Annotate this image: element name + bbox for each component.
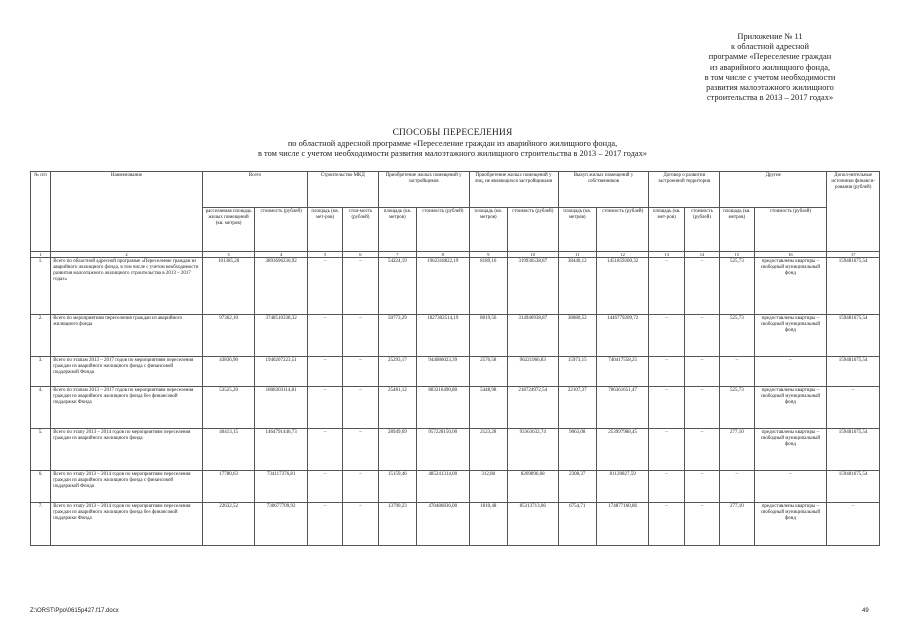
cell-total-area: 22632,52: [202, 503, 255, 546]
cell-other-purchase-cost: 93363632,74: [507, 429, 558, 471]
cell-mkd-area: –: [307, 471, 342, 503]
cell-dev-area: 50773,29: [378, 315, 416, 357]
cell-mkd-area: –: [307, 357, 342, 387]
row-num: 3.: [31, 357, 51, 387]
row-name: Всего по этапам 2013 – 2017 годов по мероприятиям переселения граждан из аварийного жилищного фонда с финансовой поддержкой Фонда: [51, 357, 203, 387]
cell-dev-cost: 470486836,00: [417, 503, 470, 546]
row-name: Всего по мероприятиям переселения граждан из аварийного жилищного фонда: [51, 315, 203, 357]
cell-mkd-area: –: [307, 429, 342, 471]
cell-dev-cost: 883216490,80: [417, 387, 470, 429]
cell-dev-cost: 1962318822,19: [417, 258, 470, 315]
cell-mkd-area: –: [307, 387, 342, 429]
cell-contract-area: –: [649, 357, 684, 387]
cell-contract-cost: –: [684, 429, 719, 471]
appendix-line: Приложение № 11: [737, 32, 803, 41]
cell-mkd-cost: –: [343, 315, 378, 357]
cell-total-cost: 3893696236,92: [255, 258, 308, 315]
column-number: 11: [558, 252, 596, 258]
header-mkd: Строительство МКД: [307, 172, 378, 208]
table-row: [31, 357, 880, 387]
cell-other-purchase-area: 5448,98: [469, 387, 507, 429]
cell-other-desc: –: [754, 471, 827, 503]
appendix-line: программе «Переселение граждан: [708, 52, 832, 62]
cell-other-area: 525,73: [720, 315, 754, 357]
cell-mkd-cost: –: [343, 387, 378, 429]
cell-dev-cost: 485241314,00: [417, 471, 470, 503]
cell-total-area: 101385,20: [202, 258, 255, 315]
cell-buyout-area: 2308,37: [558, 471, 596, 503]
footer-file-path: Z:\ORST\Ppo\0615p427.f17.docx: [30, 608, 119, 614]
cell-buyout-area: 15973,15: [558, 357, 596, 387]
cell-other-area: 525,73: [720, 258, 754, 315]
cell-other-desc: предоставлены квартиры – свободный муниципальный фонд: [754, 387, 827, 429]
subheader-area: площадь (кв. мет-ров): [307, 208, 342, 252]
cell-contract-area: –: [649, 258, 684, 315]
header-total: Всего: [202, 172, 307, 208]
header-extra-sources: Допол-нительные источники финанси-рования (рублей): [827, 172, 880, 252]
cell-other-purchase-cost: 85313713,06: [507, 503, 558, 546]
title-subtitle-line-2: в том числе с учетом необходимости развития малоэтажного жилищного строительства в 2013 – 2017 годах»: [258, 149, 647, 158]
column-number: 12: [596, 252, 649, 258]
row-name: Всего по этапам 2013 – 2017 годов по мероприятиям переселения граждан из аварийного жилищного фонда без финансовой поддержки Фонда: [51, 387, 203, 429]
table-row: [31, 387, 880, 429]
cell-total-area: 43836,90: [202, 357, 255, 387]
cell-other-desc: предоставлены квартиры – свободный муниципальный фонд: [754, 258, 827, 315]
cell-total-cost: 734117376,81: [255, 471, 308, 503]
cell-other-purchase-cost: 218724972,54: [507, 387, 558, 429]
table-row: [31, 315, 880, 357]
column-number: 10: [507, 252, 558, 258]
header-row-top: [31, 172, 880, 208]
cell-other-area: 525,73: [720, 387, 754, 429]
column-number: 1: [31, 252, 51, 258]
appendix-line: к областной адресной: [731, 42, 809, 52]
cell-other-purchase-cost: 314946938,87: [507, 315, 558, 357]
cell-other-area: 277,10: [720, 503, 754, 546]
cell-dev-cost: 957228150,00: [417, 429, 470, 471]
cell-other-purchase-cost: 319936538,87: [507, 258, 558, 315]
column-number: 6: [343, 252, 378, 258]
cell-mkd-cost: –: [343, 429, 378, 471]
cell-buyout-cost: 81120827,59: [596, 471, 649, 503]
cell-contract-area: –: [649, 315, 684, 357]
cell-contract-area: –: [649, 503, 684, 546]
cell-other-area: 277,10: [720, 429, 754, 471]
column-number: 14: [684, 252, 719, 258]
column-number: 3: [202, 252, 255, 258]
cell-total-cost: 1808303114,81: [255, 387, 308, 429]
cell-other-purchase-cost: 8269896,68: [507, 471, 558, 503]
cell-buyout-area: 38446,12: [558, 258, 596, 315]
cell-dev-area: 25293,17: [378, 357, 416, 387]
table-row: [31, 258, 880, 315]
cell-contract-cost: –: [684, 503, 719, 546]
header-name: Наименование: [51, 172, 203, 252]
cell-buyout-cost: 174877160,86: [596, 503, 649, 546]
cell-other-desc: предоставлены квартиры – свободный муниципальный фонд: [754, 503, 827, 546]
subheader-area: площадь (кв. мет-ров): [649, 208, 684, 252]
cell-total-area: 40413,15: [202, 429, 255, 471]
header-num: № п/п: [31, 172, 51, 252]
cell-extra: –: [827, 503, 880, 546]
cell-mkd-cost: –: [343, 258, 378, 315]
cell-total-area: 17780,63: [202, 471, 255, 503]
cell-dev-cost: 944086023,39: [417, 357, 470, 387]
column-number: 16: [754, 252, 827, 258]
cell-total-cost: 730677709,92: [255, 503, 308, 546]
appendix-line: строительства в 2013 – 2017 годах»: [706, 93, 834, 103]
cell-buyout-area: 6754,71: [558, 503, 596, 546]
cell-contract-cost: –: [684, 387, 719, 429]
appendix-line: в том числе с учетом необходимости: [704, 72, 836, 82]
cell-extra: 159481675,54: [827, 357, 880, 387]
cell-mkd-cost: –: [343, 471, 378, 503]
footer-page-number: 49: [862, 608, 869, 614]
cell-buyout-cost: 740417558,25: [596, 357, 649, 387]
header-buyout: Выкуп жилых помещений у собственников: [558, 172, 649, 208]
row-num: 6.: [31, 471, 51, 503]
row-name: Всего по этапу 2013 – 2014 годов по мероприятиям переселения граждан из аварийного жилищного фонда: [51, 429, 203, 471]
header-other: Другие: [720, 172, 827, 208]
cell-extra: 159481675,54: [827, 471, 880, 503]
row-name: Всего по этапу 2013 – 2014 годов по мероприятиям переселения граждан из аварийного жилищного фонда без финансовой поддержки Фонда: [51, 503, 203, 546]
cell-contract-cost: –: [684, 315, 719, 357]
cell-buyout-cost: 253997988,45: [596, 429, 649, 471]
cell-dev-cost: 1827302514,19: [417, 315, 470, 357]
cell-total-cost: 3748510338,32: [255, 315, 308, 357]
cell-dev-area: 15159,46: [378, 471, 416, 503]
row-num: 7.: [31, 503, 51, 546]
table-row: [31, 503, 880, 546]
cell-dev-area: 25481,12: [378, 387, 416, 429]
cell-other-purchase-area: 2570,58: [469, 357, 507, 387]
cell-other-desc: предоставлены квартиры – свободный муниципальный фонд: [754, 429, 827, 471]
row-num: 5.: [31, 429, 51, 471]
cell-extra: 159481675,54: [827, 429, 880, 471]
cell-other-purchase-area: 312,80: [469, 471, 507, 503]
subheader-cost: стои-мость (рублей): [343, 208, 378, 252]
subheader-area: площадь (кв. метров): [469, 208, 507, 252]
cell-other-purchase-cost: 96221966,83: [507, 357, 558, 387]
cell-dev-area: 13790,23: [378, 503, 416, 546]
column-number: 9: [469, 252, 507, 258]
header-contract: Договор о развитии застроенной территории: [649, 172, 720, 208]
cell-buyout-area: 22107,37: [558, 387, 596, 429]
subheader-area: площадь (кв. метров): [558, 208, 596, 252]
subheader-cost: стоимость (рублей): [596, 208, 649, 252]
cell-extra: 159481675,54: [827, 315, 880, 357]
column-number: 7: [378, 252, 416, 258]
cell-other-purchase-area: 8189,16: [469, 258, 507, 315]
title-subtitle-line-1: по областной адресной программе «Переселение граждан из аварийного жилищного фонда,: [287, 139, 618, 148]
table-row: [31, 429, 880, 471]
column-number: 8: [417, 252, 470, 258]
resettlement-methods-table: [30, 171, 880, 546]
cell-mkd-cost: –: [343, 503, 378, 546]
subheader-cost: стоимость (рублей): [417, 208, 470, 252]
row-num: 2.: [31, 315, 51, 357]
cell-buyout-cost: 1446779209,72: [596, 315, 649, 357]
appendix-header: [670, 32, 870, 103]
subheader-cost: стоимость (рублей): [255, 208, 308, 252]
row-num: 1.: [31, 258, 51, 315]
header-purchase-others: Приобретение жилых помещений у лиц, не являющихся застройщиками: [469, 172, 558, 208]
column-number: 17: [827, 252, 880, 258]
subheader-cost: стоимость (рублей): [684, 208, 719, 252]
cell-total-area: 53525,20: [202, 387, 255, 429]
cell-mkd-area: –: [307, 503, 342, 546]
cell-extra: –: [827, 387, 880, 429]
cell-buyout-area: 38080,52: [558, 315, 596, 357]
subheader-resettled-area: расселяемая площадь жилых помещений (кв. метров): [202, 208, 255, 252]
cell-mkd-area: –: [307, 258, 342, 315]
cell-contract-cost: –: [684, 471, 719, 503]
subheader-cost: стоимость (рублей): [754, 208, 827, 252]
cell-mkd-area: –: [307, 315, 342, 357]
cell-buyout-area: 9063,08: [558, 429, 596, 471]
cell-contract-cost: –: [684, 258, 719, 315]
cell-other-purchase-area: 1810,48: [469, 503, 507, 546]
cell-other-desc: –: [754, 357, 827, 387]
subheader-area: площадь (кв. метров): [720, 208, 754, 252]
cell-mkd-cost: –: [343, 357, 378, 387]
appendix-line: из аварийного жилищного фонда,: [709, 62, 831, 72]
header-purchase-developers: Приобретение жилых помещений у застройщиков: [378, 172, 469, 208]
cell-other-purchase-area: 8019,56: [469, 315, 507, 357]
row-num: 4.: [31, 387, 51, 429]
cell-contract-cost: –: [684, 357, 719, 387]
cell-total-area: 97362,10: [202, 315, 255, 357]
subheader-area: площадь (кв. метров): [378, 208, 416, 252]
cell-buyout-cost: 706361651,47: [596, 387, 649, 429]
cell-other-area: –: [720, 357, 754, 387]
cell-other-purchase-area: 2123,28: [469, 429, 507, 471]
cell-contract-area: –: [649, 387, 684, 429]
cell-other-area: –: [720, 471, 754, 503]
subheader-cost: стоимость (рублей): [507, 208, 558, 252]
cell-dev-area: 28949,69: [378, 429, 416, 471]
document-title: [0, 128, 905, 159]
column-number: 4: [255, 252, 308, 258]
row-name: Всего по областной адресной программе «Переселение граждан из аварийного жилищного фонда, в том числе с учетом необходимости развития малоэтажного жилищного строительства в 2013 – 2017 годах»: [51, 258, 203, 315]
cell-total-cost: 1940207223,51: [255, 357, 308, 387]
column-number: 13: [649, 252, 684, 258]
cell-contract-area: –: [649, 471, 684, 503]
cell-extra: 159481675,54: [827, 258, 880, 315]
cell-contract-area: –: [649, 429, 684, 471]
column-number: 2: [51, 252, 203, 258]
cell-other-desc: предоставлены квартиры – свободный муниципальный фонд: [754, 315, 827, 357]
title-main: СПОСОБЫ ПЕРЕСЕЛЕНИЯ: [392, 128, 513, 138]
column-number: 5: [307, 252, 342, 258]
cell-buyout-cost: 1451859200,32: [596, 258, 649, 315]
cell-total-cost: 1464791446,73: [255, 429, 308, 471]
column-number: 15: [720, 252, 754, 258]
row-name: Всего по этапу 2013 – 2014 годов по мероприятиям переселения граждан из аварийного жилищного фонда с финансовой поддержкой Фонда: [51, 471, 203, 503]
cell-dev-area: 54224,19: [378, 258, 416, 315]
appendix-line: развития малоэтажного жилищного: [706, 83, 834, 93]
table-row: [31, 471, 880, 503]
